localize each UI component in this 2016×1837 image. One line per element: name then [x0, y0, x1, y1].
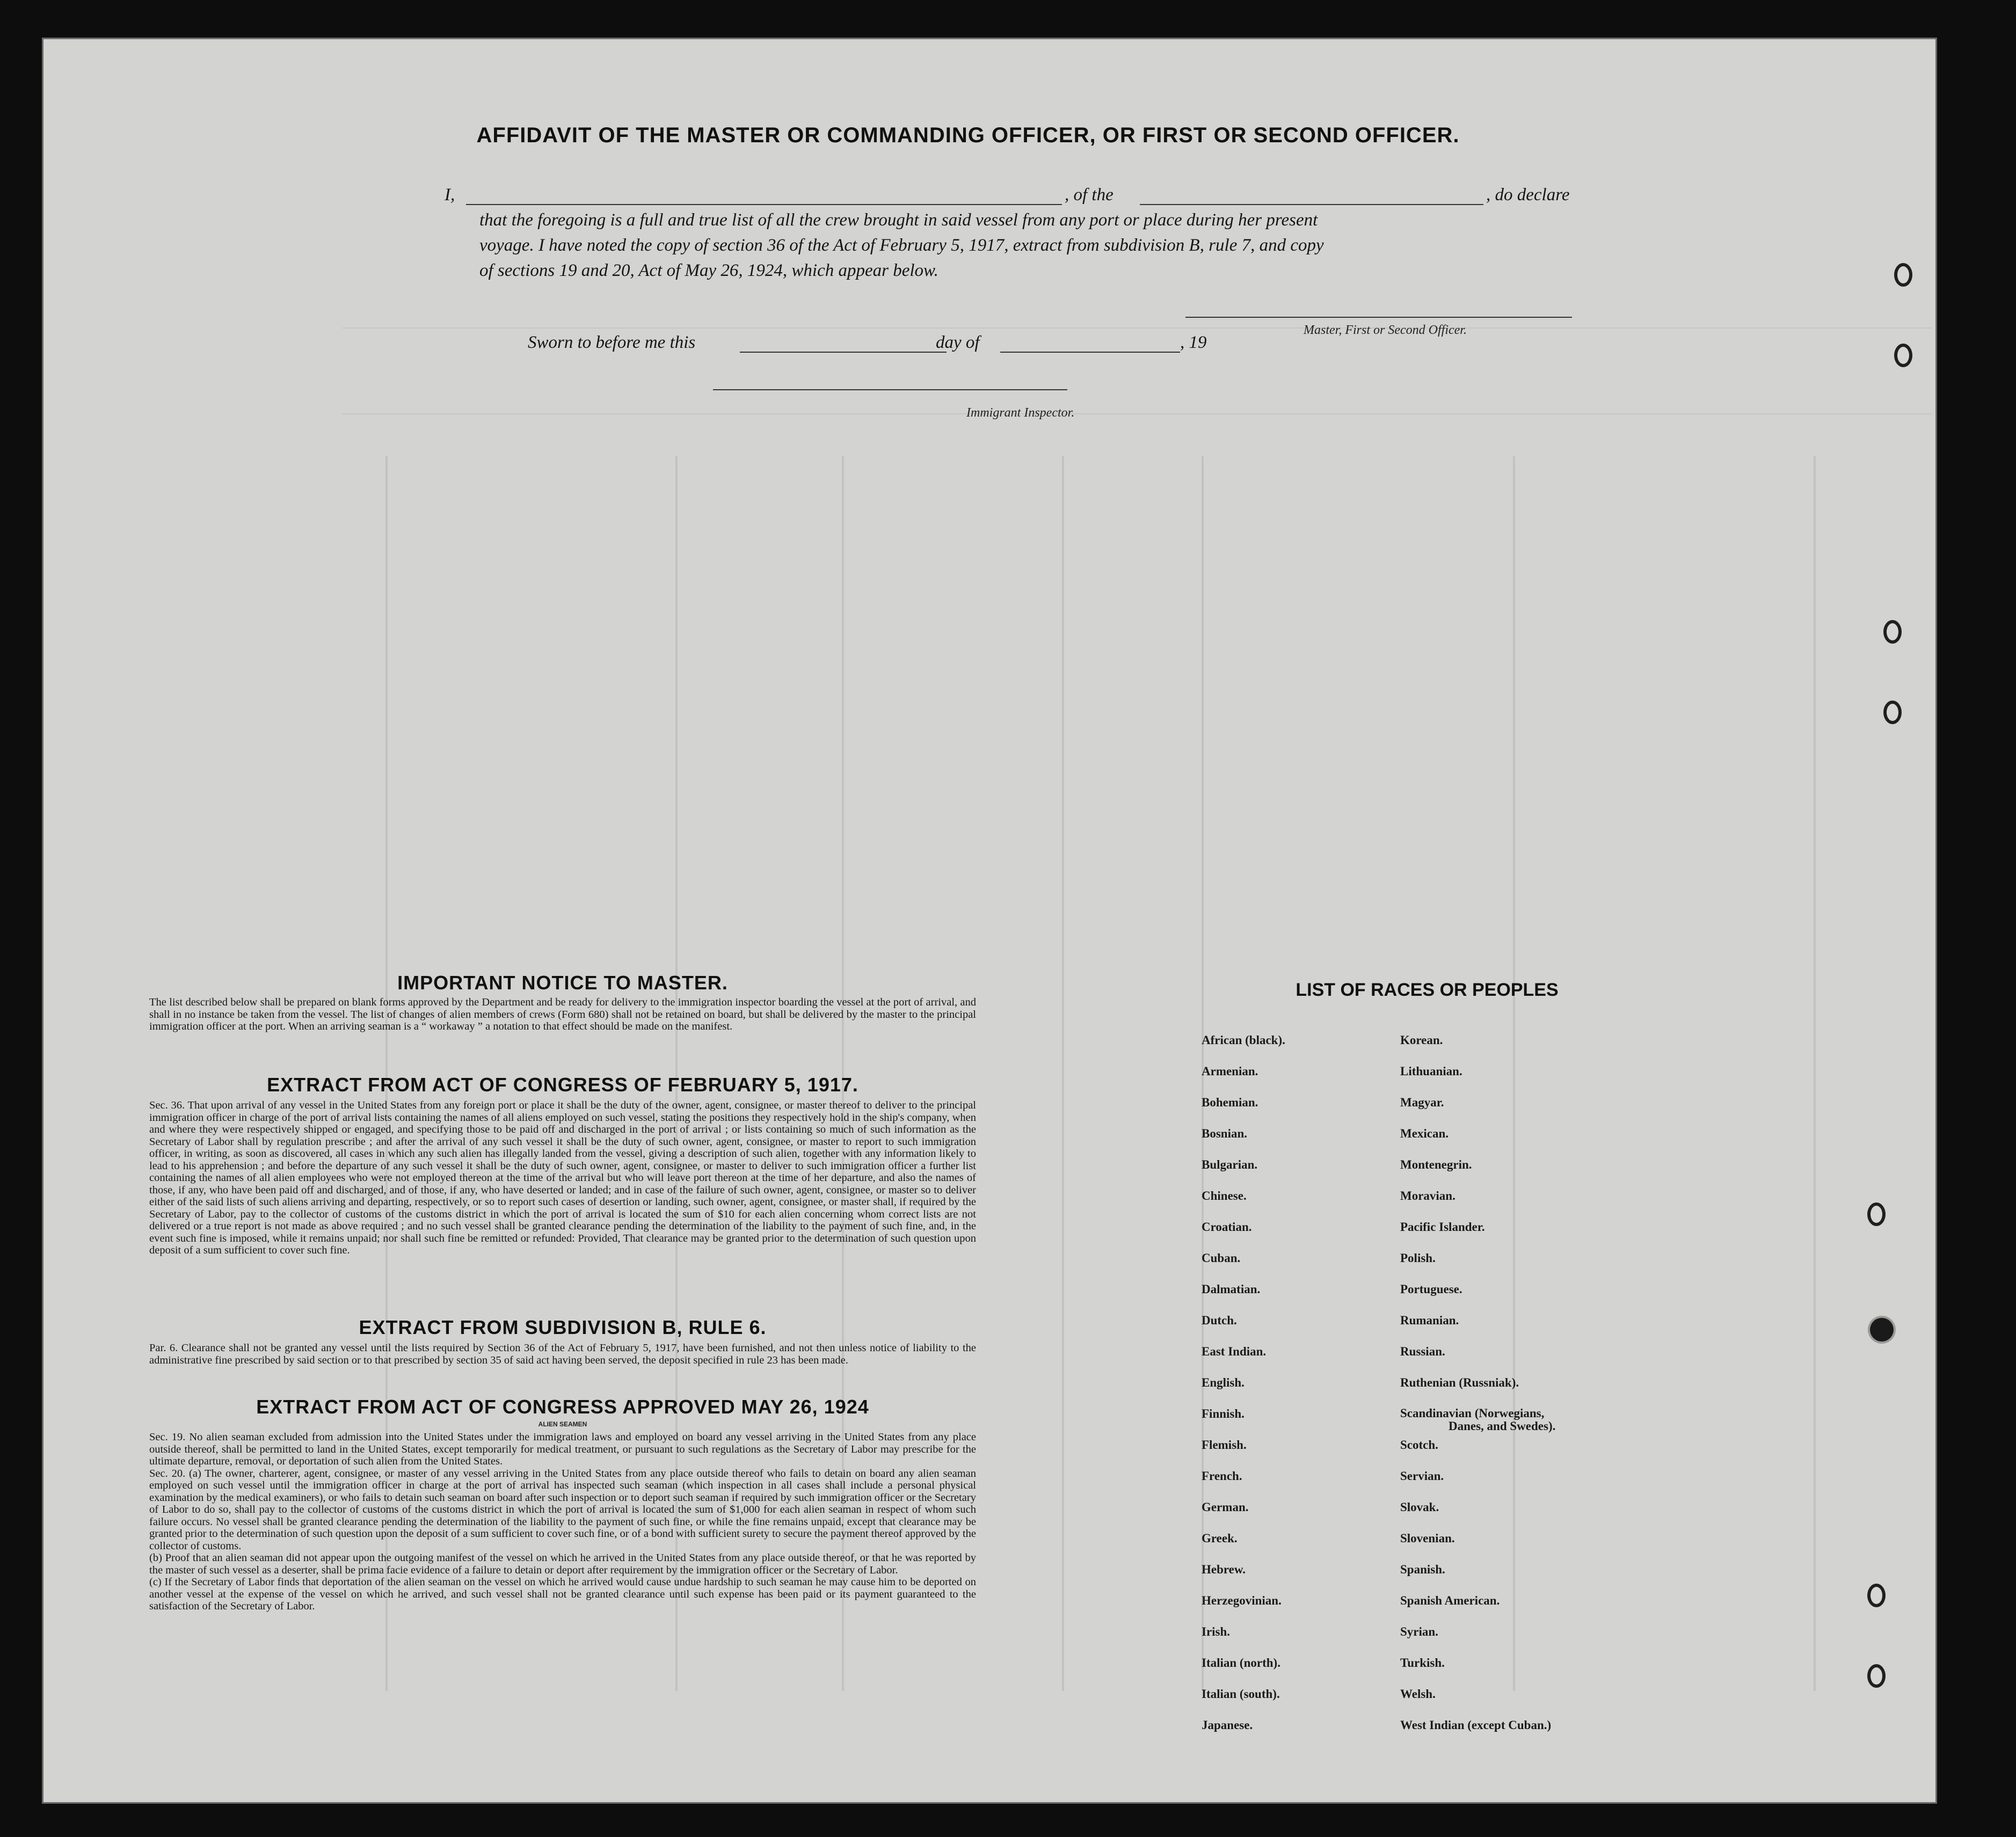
race-item: Croatian. [1202, 1220, 1252, 1234]
race-item: Turkish. [1400, 1656, 1445, 1670]
race-item: Finnish. [1202, 1407, 1244, 1420]
inspector-label: Immigrant Inspector. [966, 406, 1075, 420]
race-item: Spanish. [1400, 1563, 1445, 1576]
race-item: Portuguese. [1400, 1282, 1462, 1296]
race-item: Italian (north). [1202, 1656, 1280, 1670]
race-item: Bohemian. [1202, 1096, 1258, 1109]
race-item: Polish. [1400, 1251, 1436, 1265]
race-item: Italian (south). [1202, 1687, 1280, 1701]
master-name-blank[interactable] [466, 204, 1062, 205]
race-item: Cuban. [1202, 1251, 1241, 1265]
race-item: Scotch. [1400, 1438, 1438, 1452]
punch-hole [1867, 1202, 1886, 1226]
race-item: Japanese. [1202, 1718, 1253, 1732]
signature-blank[interactable] [1185, 317, 1572, 318]
race-item: Ruthenian (Russniak). [1400, 1376, 1519, 1389]
race-item: Herzegovinian. [1202, 1594, 1282, 1607]
race-item: Armenian. [1202, 1065, 1258, 1078]
sworn-year-label: , 19 [1180, 333, 1207, 352]
affidavit-line3: voyage. I have noted the copy of section 36 of the Act of February 5, 1917, extract from subdivision B, rule 7, and copy [479, 236, 1324, 255]
affidavit-line1-mid: , of the [1065, 185, 1113, 205]
race-item: Russian. [1400, 1345, 1445, 1358]
sworn-day-label: day of [936, 333, 980, 352]
extract-rule6-text: Par. 6. Clearance shall not be granted any vessel until the lists required by Section 36 of the Act of February 5, 1917, have been furnished, and not then unless notice of liability to the administrative fine prescribed by said section or to that prescribed by section 35 of said act having been served, the deposit specified in rule 23 has been made. [149, 1342, 976, 1366]
extract-1917-text: Sec. 36. That upon arrival of any vessel in the United States from any foreign port or place it shall be the duty of the owner, agent, consignee, or master thereof to deliver to the principal immigration officer in charge of the port of arrival lists containing the names of all aliens employed on such vessel, stating the positions they respectively hold in the ship's company, when and where they were respectively shipped or engaged, and specifying those to be paid off and discharged in the port of arrival ; or lists containing so much of such information as the Secretary of Labor shall by regulation prescribe ; and after the arrival of any such vessel it shall be the duty of such owner, agent, consignee, or master to report to such immigration officer, in writing, as soon as discovered, all cases in which any such alien has illegally landed from the vessel, giving a description of such alien, together with any information likely to lead to his apprehension ; and before the departure of any such vessel it shall be the duty of such owner, agent, consignee, or master to deliver to such immigration officer a further list containing the names of all alien employees who were not employed thereon at the time of the arrival but who will leave port thereon at the time of her departure, and also the names of those, if any, who have been paid off and discharged, and of those, if any, who have deserted or landed; and in case of the failure of such owner, agent, consignee, or master so to deliver either of the said lists of such aliens arriving and departing, respectively, or so to report such cases of desertion or landing, such owner, agent, consignee, or master shall, if required by the Secretary of Labor, pay to the collector of customs of the customs district in which the port of arrival is located the sum of $10 for each alien concerning whom correct lists are not delivered or a true report is not made as above required ; and no such vessel shall be granted clearance pending the determination of the liability to the payment of such fine, and, in the event such fine is imposed, while it remains unpaid; nor shall such fine be remitted or refunded: Provided, That clearance may be granted prior to the determination of such question upon deposit of a sum sufficient to cover such fine. [149, 1099, 976, 1256]
inspector-signature-blank[interactable] [713, 389, 1067, 390]
punch-hole [1883, 701, 1902, 724]
race-item: Moravian. [1400, 1189, 1455, 1202]
ghost-column-line [1814, 456, 1816, 1691]
race-item: Dalmatian. [1202, 1282, 1261, 1296]
race-item: African (black). [1202, 1033, 1285, 1047]
affidavit-line2: that the foregoing is a full and true list of all the crew brought in said vessel from any port or place during her present [479, 210, 1318, 230]
race-item: Montenegrin. [1400, 1158, 1472, 1171]
affidavit-line1-end: , do declare [1486, 185, 1570, 205]
sworn-month-blank[interactable] [1000, 352, 1180, 353]
race-item: Bulgarian. [1202, 1158, 1258, 1171]
sworn-day-blank[interactable] [740, 352, 947, 353]
race-item: English. [1202, 1376, 1244, 1389]
race-item: West Indian (except Cuban.) [1400, 1718, 1552, 1732]
race-item: Pacific Islander. [1400, 1220, 1485, 1234]
race-item: Slovenian. [1400, 1532, 1455, 1545]
race-item: Servian. [1400, 1469, 1444, 1483]
race-item: Mexican. [1400, 1127, 1449, 1140]
races-title: LIST OF RACES OR PEOPLES [1296, 980, 1559, 1000]
race-item: Chinese. [1202, 1189, 1247, 1202]
race-item: Welsh. [1400, 1687, 1436, 1701]
race-item: Spanish American. [1400, 1594, 1500, 1607]
race-item: East Indian. [1202, 1345, 1267, 1358]
race-item: German. [1202, 1500, 1249, 1514]
punch-hole [1894, 263, 1912, 287]
race-item: Korean. [1400, 1033, 1443, 1047]
ghost-row-line [343, 327, 1932, 329]
notice-text: The list described below shall be prepared on blank forms approved by the Department and be ready for delivery to the immigration inspector boarding the vessel at the port of arrival, and shall in no instance be taken from the vessel. The list of changes of alien members of crews (Form 680) shall not be retained on board, but shall be delivered by the master to the principal immigration officer at the port. When an arriving seaman is a “ workaway ” a notation to that effect should be made on the manifest. [149, 996, 976, 1032]
race-item: French. [1202, 1469, 1242, 1483]
punch-hole [1867, 1664, 1886, 1688]
vessel-name-blank[interactable] [1140, 204, 1483, 205]
extract-1924-subtitle: ALIEN SEAMEN [538, 1420, 587, 1428]
form-page [42, 38, 1937, 1804]
affidavit-title: AFFIDAVIT OF THE MASTER OR COMMANDING OFFICER, OR FIRST OR SECOND OFFICER. [476, 123, 1460, 147]
signature-label: Master, First or Second Officer. [1304, 323, 1467, 337]
ghost-row-line [343, 413, 1932, 414]
punch-hole [1867, 1584, 1886, 1607]
notice-title: IMPORTANT NOTICE TO MASTER. [397, 972, 728, 994]
punch-hole [1870, 1318, 1894, 1342]
punch-hole [1894, 344, 1912, 367]
extract-1924-text: Sec. 19. No alien seaman excluded from admission into the United States under the immigration laws and employed on board any vessel arriving in the United States from any place outside thereof, shall be permitted to land in the United States, except temporarily for medical treatment, or pursuant to such regulations as the Secretary of Labor may prescribe for the ultimate departure, removal, or deportation of such alien from the United States. Sec. 20. (a) The owner, charterer, agent, consignee, or master of any vessel arriving in the United States from any place outside thereof who fails to detain on board any alien seaman employed on such vessel until the immigration officer in charge at the port of arrival has inspected such seaman (which inspection in all cases shall include a personal physical examination by the medical examiners), or who fails to detain such seaman on board after such inspection or to deport such seaman if required by such immigration officer or the Secretary of Labor to do so, shall pay to the collector of customs of the customs district in which the port of arrival is located the sum of $1,000 for each alien seaman in respect of whom such failure occurs. No vessel shall be granted clearance pending the determination of the liability to the payment of such fine, or while the fine remains unpaid, except that clearance may be granted prior to the determination of such question upon the deposit of a sum sufficient to cover such fine, or of a bond with sufficient surety to secure the payment thereof approved by the collector of customs. (b) Proof that an alien seaman did not appear upon the outgoing manifest of the vessel on which he arrived in the United States from any place outside thereof, or that he was reported by the master of such vessel as a deserter, shall be prima facie evidence of a failure to detain or deport after requirement by the immigration officer or the Secretary of Labor. (c) If the Secretary of Labor finds that deportation of the alien seaman on the vessel on which he arrived would cause undue hardship to such seaman he may cause him to be deported on another vessel at the expense of the vessel on which he arrived, and such vessel shall not be granted clearance until such expense has been paid or its payment guaranteed to the satisfaction of the Secretary of Labor. [149, 1431, 976, 1612]
race-item: Lithuanian. [1400, 1065, 1462, 1078]
race-item: Slovak. [1400, 1500, 1439, 1514]
extract-rule6-title: EXTRACT FROM SUBDIVISION B, RULE 6. [359, 1316, 767, 1338]
race-item: Rumanian. [1400, 1314, 1459, 1327]
race-item: Scandinavian (Norwegians, Danes, and Swedes). [1400, 1406, 1556, 1433]
race-item: Hebrew. [1202, 1563, 1246, 1576]
ghost-column-line [1062, 456, 1064, 1691]
race-item: Bosnian. [1202, 1127, 1248, 1140]
race-item: Dutch. [1202, 1314, 1237, 1327]
extract-1917-title: EXTRACT FROM ACT OF CONGRESS OF FEBRUARY 5, 1917. [267, 1074, 858, 1096]
race-item: Syrian. [1400, 1625, 1438, 1638]
affidavit-line4: of sections 19 and 20, Act of May 26, 1924, which appear below. [479, 261, 938, 280]
race-item: Irish. [1202, 1625, 1231, 1638]
race-item: Flemish. [1202, 1438, 1247, 1452]
punch-hole [1883, 620, 1902, 644]
affidavit-line1-start: I, [445, 185, 455, 205]
sworn-text: Sworn to before me this [528, 333, 696, 352]
races-left-column [1202, 1033, 1285, 1749]
extract-1924-title: EXTRACT FROM ACT OF CONGRESS APPROVED MAY 26, 1924 [256, 1396, 869, 1418]
race-item: Magyar. [1400, 1096, 1444, 1109]
races-right-column [1400, 1033, 1555, 1749]
race-item: Greek. [1202, 1532, 1238, 1545]
